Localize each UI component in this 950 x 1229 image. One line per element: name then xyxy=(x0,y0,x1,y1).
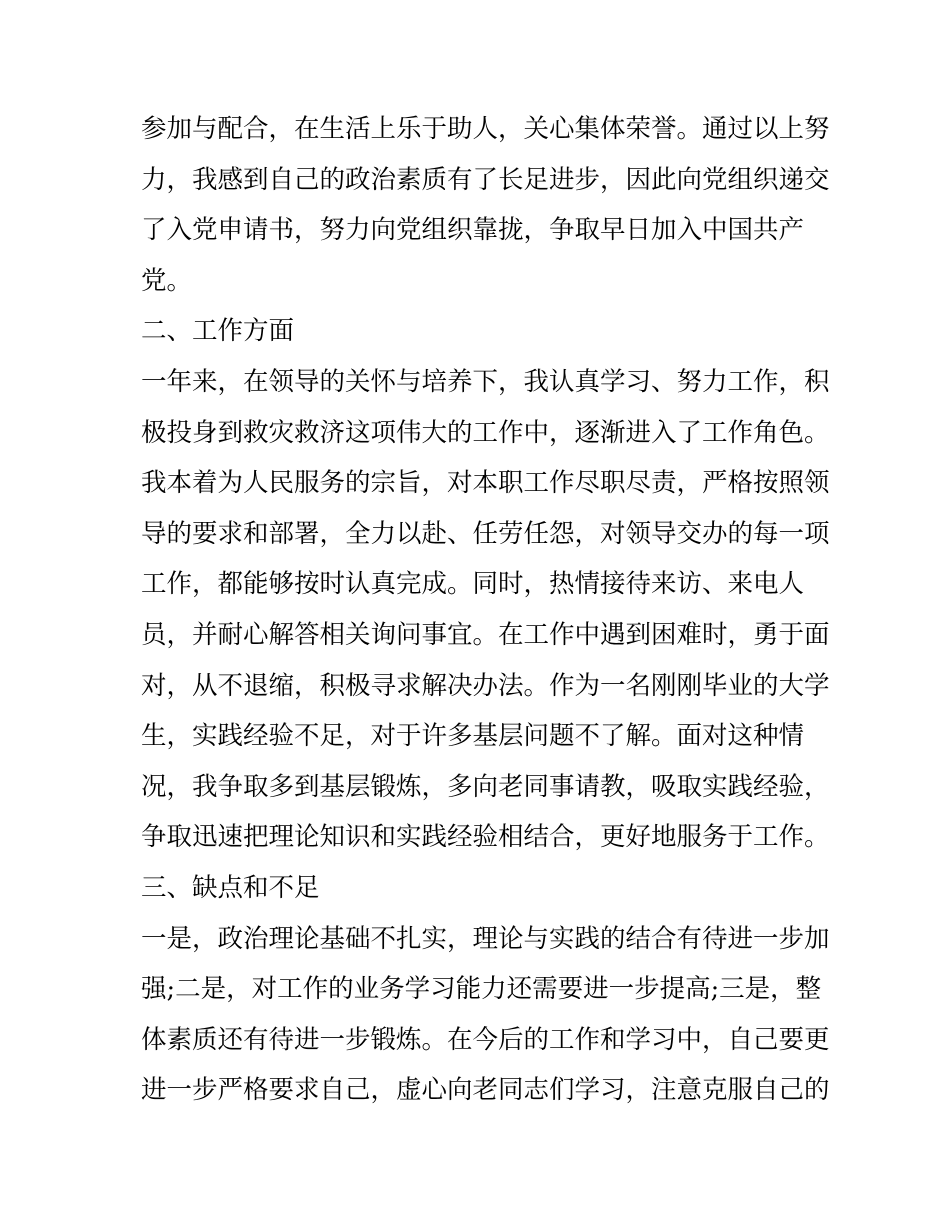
paragraph-line: 况，我争取多到基层锻炼，多向老同事请教，吸取实践经验， xyxy=(141,771,830,802)
paragraph-line: 参加与配合，在生活上乐于助人，关心集体荣誉。通过以上努 xyxy=(141,114,830,144)
paragraph-line: 争取迅速把理论知识和实践经验相结合，更好地服务于工作。 xyxy=(141,822,830,853)
paragraph-line: 一年来，在领导的关怀与培养下，我认真学习、努力工作，积 xyxy=(141,366,830,397)
section-heading-shortcomings: 三、缺点和不足 xyxy=(141,872,320,903)
paragraph-line: 体素质还有待进一步锻炼。在今后的工作和学习中，自己要更 xyxy=(141,1024,830,1055)
paragraph-line: 员，并耐心解答相关询问事宜。在工作中遇到困难时，勇于面 xyxy=(141,619,830,650)
paragraph-line: 党。 xyxy=(141,265,193,296)
paragraph-line: 对，从不退缩，积极寻求解决办法。作为一名刚刚毕业的大学 xyxy=(141,670,830,701)
paragraph-line: 强;二是，对工作的业务学习能力还需要进一步提高;三是，整 xyxy=(141,974,822,1005)
paragraph-line: 极投身到救灾救济这项伟大的工作中，逐渐进入了工作角色。 xyxy=(141,417,830,448)
paragraph-line: 生，实践经验不足，对于许多基层问题不了解。面对这种情 xyxy=(141,721,805,752)
paragraph-line: 力，我感到自己的政治素质有了长足进步，因此向党组织递交 xyxy=(141,164,830,195)
paragraph-line: 导的要求和部署，全力以赴、任劳任怨，对领导交办的每一项 xyxy=(141,518,830,549)
paragraph-line: 一是，政治理论基础不扎实，理论与实践的结合有待进一步加 xyxy=(141,923,830,954)
paragraph-line: 工作，都能够按时认真完成。同时，热情接待来访、来电人 xyxy=(141,569,805,600)
paragraph-line: 我本着为人民服务的宗旨，对本职工作尽职尽责，严格按照领 xyxy=(141,468,830,499)
paragraph-line: 进一步严格要求自己，虚心向老同志们学习，注意克服自己的 xyxy=(141,1075,830,1106)
document-body xyxy=(141,104,830,1116)
section-heading-work: 二、工作方面 xyxy=(141,316,295,347)
paragraph-line: 了入党申请书，努力向党组织靠拢，争取早日加入中国共产 xyxy=(141,215,805,246)
